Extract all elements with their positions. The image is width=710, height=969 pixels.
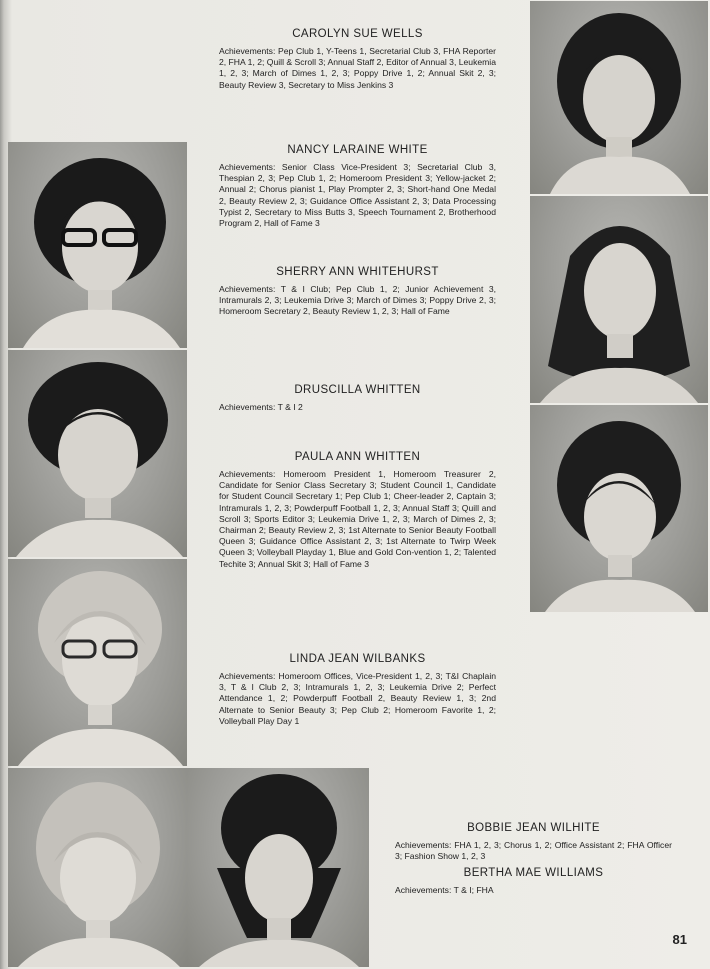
portrait-photo-paula-whitten (530, 405, 708, 612)
student-name: BERTHA MAE WILLIAMS (463, 867, 604, 879)
student-entry (395, 867, 672, 896)
portrait-illustration (8, 559, 187, 766)
portrait-photo-nancy-white (8, 142, 187, 348)
student-achievements: Achievements: Homeroom Offices, Vice-President 1, 2, 3; T&I Chaplain 3, T & I Club 2, 3; Intramurals 1, 2, 3; Leukemia Drive 2; Perfect Attendance 1, 2; Powderpuff Football 2, Beauty Review 1, 3; 2nd Alternate to Senior Beauty 3; Pep Club 2; Homeroom Favorite 1, 2; Volleyball Play Day 1 (219, 671, 497, 726)
student-entry (219, 144, 496, 229)
student-name: CAROLYN SUE WELLS (292, 28, 423, 40)
student-entry (219, 653, 496, 727)
student-achievements: Achievements: T & I Club; Pep Club 1, 2; Junior Achievement 3, Intramurals 2, 3; Leukemia Drive 3; March of Dimes 3; Poppy Drive 2, 3; Homeroom Secretary 2, Beauty Review 1, 2, 3; Hall of Fame (219, 284, 496, 317)
student-entry (395, 822, 672, 862)
student-entry (219, 451, 496, 570)
portrait-photo-linda-wilbanks (8, 559, 187, 766)
student-achievements: Achievements: FHA 1, 2, 3; Chorus 1, 2; Office Assistant 2; FHA Officer 3; Fashion Show 1, 2, 3 (395, 840, 672, 862)
page-number: 81 (672, 932, 687, 947)
portrait-illustration (530, 405, 708, 612)
portrait-illustration (187, 768, 369, 967)
portrait-photo-sherry-whitehurst (530, 196, 708, 403)
student-achievements: Achievements: Homeroom President 1, Homeroom Treasurer 2, Candidate for Senior Class Secretary 3; Student Council 1, Candidate for Student Council Secretary 1; Pep Club 1; Cheer-leader 2, Captain 3; Intramurals 1, 2, 3; Powderpuff Football 1, 2, 3; Annual Staff 3; Quill and Scroll 3; Sports Editor 3; Leukemia Drive 1, 2, 3; March of Dimes 2, 3; Chairman 2; Beauty Review 2, 3; 1st Alternate to Senior Beauty Football Queen 3; Guidance Office Assistant 2, 3; 1st Alternate to Twirp Week Queen 3; Volleyball Playday 1, Blue and Gold Con-vention 1, 2; Talented Techite 3; Annual Skit 3; Hall of Fame 3 (219, 469, 497, 569)
portrait-photo-bobbie-wilhite (8, 768, 187, 967)
student-entry (219, 266, 496, 318)
student-name: PAULA ANN WHITTEN (294, 451, 421, 463)
portrait-photo-bertha-williams (187, 768, 369, 967)
portrait-photo-carolyn-wells (530, 1, 708, 194)
portrait-illustration (8, 768, 187, 967)
student-name: SHERRY ANN WHITEHURST (276, 266, 439, 278)
student-achievements: Achievements: T & I; FHA (395, 885, 494, 895)
portrait-illustration (530, 196, 708, 403)
student-entry (219, 28, 496, 91)
student-name: NANCY LARAINE WHITE (287, 144, 428, 156)
portrait-illustration (530, 1, 708, 194)
student-achievements: Achievements: T & I 2 (219, 402, 303, 412)
portrait-illustration (8, 350, 187, 557)
student-achievements: Achievements: Senior Class Vice-President 3; Secretarial Club 3, Thespian 2, 3; Pep Club 1, 2; Homeroom President 3; Yellow-jacket 2; Annual 2; Chorus pianist 1, Play Prompter 2, 3; Short-hand One Medal 2, Beauty Review 2, 3; Guidance Office Assistant 2, 3; Data Processing Typist 2, Secretary to Miss Butts 3, Speech Tournament 2, Brotherhood Program 2, Hall of Fame 3 (219, 162, 496, 229)
portrait-illustration (8, 142, 187, 348)
student-name: LINDA JEAN WILBANKS (289, 653, 426, 665)
student-achievements: Achievements: Pep Club 1, Y-Teens 1, Secretarial Club 3, FHA Reporter 2, FHA 1, 2; Quill & Scroll 3; Annual Staff 2, Editor of Annual 3, Leukemia 1, 2, 3; March of Dimes 1, 2, 3; Poppy Drive 1, 2; Annual Skit 2, 3; Beauty Review 3, Secretary to Miss Jenkins 3 (219, 46, 496, 90)
student-name: BOBBIE JEAN WILHITE (467, 822, 600, 834)
portrait-photo-druscilla-whitten (8, 350, 187, 557)
student-name: DRUSCILLA WHITTEN (294, 384, 421, 396)
student-entry (219, 384, 496, 413)
